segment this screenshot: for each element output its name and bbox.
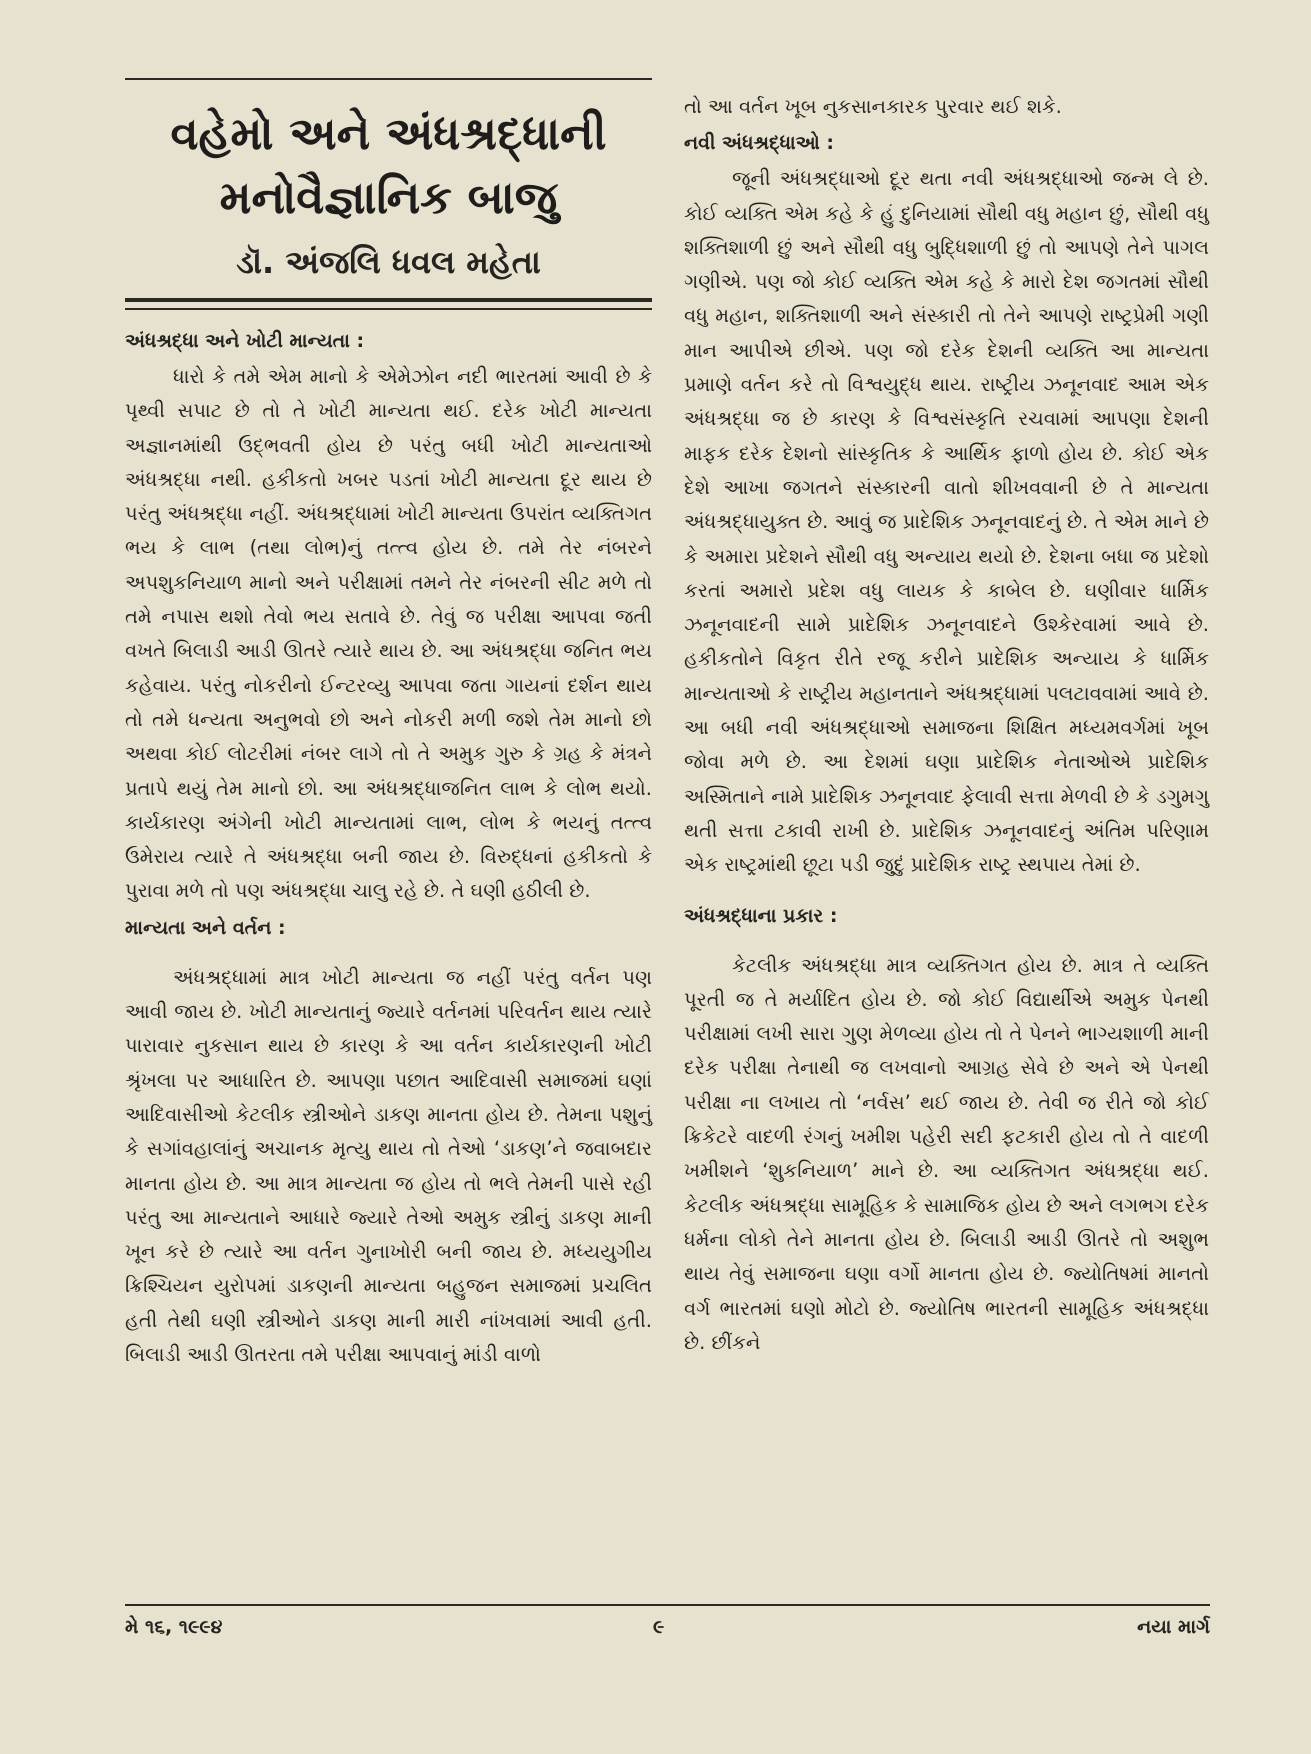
publication-name: નયા માર્ગ <box>1137 1616 1210 1638</box>
title-line-1: વહેમો અને અંધશ્રદ્ધાની <box>170 107 607 160</box>
issue-date: મે ૧૬, ૧૯૯૪ <box>125 1616 223 1638</box>
title-line-2: મનોવૈજ્ઞાનિક બાજુ <box>219 171 558 224</box>
left-column <box>125 78 652 1372</box>
paragraph-blind-faith: ધારો કે તમે એમ માનો કે એમેઝોન નદી ભારતમાં આવી છે કે પૃથ્વી સપાટ છે તો તે ખોટી માન્યતા થઈ. દરેક ખોટી માન્યતા અજ્ઞાનમાંથી ઉદ્ભવતી હોય છે પરંતુ બધી ખોટી માન્યતાઓ અંધશ્રદ્ધા નથી. હકીકતો ખબર પડતાં ખોટી માન્યતા દૂર થાય છે પરંતુ અંધશ્રદ્ધા નહીં. અંધશ્રદ્ધામાં ખોટી માન્યતા ઉપરાંત વ્યક્તિગત ભય કે લાભ (તથા લોભ)નું તત્ત્વ હોય છે. તમે તેર નંબરને અપશુકનિયાળ માનો અને પરીક્ષામાં તમને તેર નંબરની સીટ મળે તો તમે નપાસ થશો તેવો ભય સતાવે છે. તેવું જ પરીક્ષા આપવા જતી વખતે બિલાડી આડી ઊતરે ત્યારે થાય છે. આ અંધશ્રદ્ધા જનિત ભય કહેવાય. પરંતુ નોકરીનો ઈન્ટરવ્યુ આપવા જતા ગાયનાં દર્શન થાય તો તમે ધન્યતા અનુભવો છો અને નોકરી મળી જશે તેમ માનો છો અથવા કોઈ લોટરીમાં નંબર લાગે તો તે અમુક ગુરુ કે ગ્રહ કે મંત્રને પ્રતાપે થયું તેમ માનો છો. આ અંધશ્રદ્ધાજનિત લાભ કે લોભ થયો. કાર્યકારણ અંગેની ખોટી માન્યતામાં લાભ, લોભ કે ભયનું તત્ત્વ ઉમેરાય ત્યારે તે અંધશ્રદ્ધા બની જાય છે. વિરુદ્ધનાં હકીકતો કે પુરાવા મળે તો પણ અંધશ્રદ્ધા ચાલુ રહે છે. તે ઘણી હઠીલી છે. <box>125 365 652 903</box>
article-title <box>125 102 652 230</box>
section-heading-types: અંધશ્રદ્ધાના પ્રકાર : <box>684 904 838 927</box>
author-name: ડૉ. અંજલિ ધવલ મહેતા <box>236 243 541 281</box>
top-rule <box>125 78 652 80</box>
section-heading-belief-behaviour: માન્યતા અને વર્તન : <box>125 916 286 939</box>
footer-rule <box>125 1604 1210 1606</box>
paragraph-types: કેટલીક અંધશ્રદ્ધા માત્ર વ્યક્તિગત હોય છે. માત્ર તે વ્યક્તિ પૂરતી જ તે મર્યાદિત હોય છે. જો કોઈ વિદ્યાર્થીએ અમુક પેનથી પરીક્ષામાં લખી સારા ગુણ મેળવ્યા હોય તો તે પેનને ભાગ્યશાળી માની દરેક પરીક્ષા તેનાથી જ લખવાનો આગ્રહ સેવે છે અને એ પેનથી પરીક્ષા ના લખાય તો ‘નર્વસ’ થઈ જાય છે. તેવી જ રીતે જો કોઈ ક્રિકેટરે વાદળી રંગનું ખમીશ પહેરી સદી ફટકારી હોય તો તે વાદળી ખમીશને ‘શુકનિયાળ’ માને છે. આ વ્યક્તિગત અંધશ્રદ્ધા થઈ. કેટલીક અંધશ્રદ્ધા સામૂહિક કે સામાજિક હોય છે અને લગભગ દરેક ધર્મના લોકો તેને માનતા હોય છે. બિલાડી આડી ઊતરે તો અશુભ થાય તેવું સમાજના ઘણા વર્ગો માનતા હોય છે. જ્યોતિષમાં માનતો વર્ગ ભારતમાં ઘણો મોટો છે. જ્યોતિષ ભારતની સામૂહિક અંધશ્રદ્ધા છે. છીંકને <box>684 953 1209 1354</box>
paragraph-belief-behaviour: અંધશ્રદ્ધામાં માત્ર ખોટી માન્યતા જ નહીં પરંતુ વર્તન પણ આવી જાય છે. ખોટી માન્યતાનું જ્યારે વર્તનમાં પરિવર્તન થાય ત્યારે પારાવાર નુકસાન થાય છે કારણ કે આ વર્તન કાર્યકારણની ખોટી શ્રૃંખલા પર આધારિત છે. આપણા પછાત આદિવાસી સમાજમાં ઘણાં આદિવાસીઓ કેટલીક સ્ત્રીઓને ડાકણ માનતા હોય છે. તેમના પશુનું કે સગાંવહાલાંનું અચાનક મૃત્યુ થાય તો તેઓ ‘ડાકણ’ને જવાબદાર માનતા હોય છે. આ માત્ર માન્યતા જ હોય તો ભલે તેમની પાસે રહી પરંતુ આ માન્યતાને આધારે જ્યારે તેઓ અમુક સ્ત્રીનું ડાકણ માની ખૂન કરે છે ત્યારે આ વર્તન ગુનાખોરી બની જાય છે. મધ્યયુગીય ક્રિશ્ચિયન યુરોપમાં ડાકણની માન્યતા બહુજન સમાજમાં પ્રચલિત હતી તેથી ઘણી સ્ત્રીઓને ડાકણ માની મારી નાંખવામાં આવી હતી. બિલાડી આડી ઊતરતા તમે પરીક્ષા આપવાનું માંડી વાળો <box>125 965 652 1367</box>
page-footer <box>125 1604 1210 1644</box>
page-number: ૯ <box>653 1616 665 1638</box>
section-heading-new-superstitions: નવી અંધશ્રદ્ધાઓ : <box>684 132 835 155</box>
paragraph-new-superstitions: જૂની અંધશ્રદ્ધાઓ દૂર થતા નવી અંધશ્રદ્ધાઓ જન્મ લે છે. કોઈ વ્યક્તિ એમ કહે કે હું દુનિયામાં સૌથી વધુ મહાન છું, સૌથી વધુ શક્તિશાળી છું અને સૌથી વધુ બુદ્ધિશાળી છું તો આપણે તેને પાગલ ગણીએ. પણ જો કોઈ વ્યક્તિ એમ કહે કે મારો દેશ જગતમાં સૌથી વધુ મહાન, શક્તિશાળી અને સંસ્કારી તો તેને આપણે રાષ્ટ્રપ્રેમી ગણી માન આપીએ છીએ. પણ જો દરેક દેશની વ્યક્તિ આ માન્યતા પ્રમાણે વર્તન કરે તો વિશ્વયુદ્ધ થાય. રાષ્ટ્રીય ઝનૂનવાદ આમ એક અંધશ્રદ્ધા જ છે કારણ કે વિશ્વસંસ્કૃતિ રચવામાં આપણા દેશની માફક દરેક દેશનો સાંસ્કૃતિક કે આર્થિક ફાળો હોય છે. કોઈ એક દેશે આખા જગતને સંસ્કારની વાતો શીખવવાની છે તે માન્યતા અંધશ્રદ્ધાયુક્ત છે. આવું જ પ્રાદેશિક ઝનૂનવાદનું છે. તે એમ માને છે કે અમારા પ્રદેશને સૌથી વધુ અન્યાય થયો છે. દેશના બધા જ પ્રદેશો કરતાં અમારો પ્રદેશ વધુ લાયક કે કાબેલ છે. ઘણીવાર ધાર્મિક ઝનૂનવાદની સામે પ્રાદેશિક ઝનૂનવાદને ઉશ્કેરવામાં આવે છે. હકીકતોને વિકૃત રીતે રજૂ કરીને પ્રાદેશિક અન્યાય કે ધાર્મિક માન્યતાઓ કે રાષ્ટ્રીય મહાનતાને અંધશ્રદ્ધામાં પલટાવવામાં આવે છે. આ બધી નવી અંધશ્રદ્ધાઓ સમાજના શિક્ષિત મધ્યમવર્ગમાં ખૂબ જોવા મળે છે. આ દેશમાં ઘણા પ્રાદેશિક નેતાઓએ પ્રાદેશિક અસ્મિતાને નામે પ્રાદેશિક ઝનૂનવાદ ફેલાવી સત્તા મેળવી છે કે ડગુમગુ થતી સત્તા ટકાવી રાખી છે. પ્રાદેશિક ઝનૂનવાદનું અંતિમ પરિણામ એક રાષ્ટ્રમાંથી છૂટા પડી જુદું પ્રાદેશિક રાષ્ટ્ર સ્થપાય તેમાં છે. <box>684 167 1209 877</box>
section-heading-blind-faith: અંધશ્રદ્ધા અને ખોટી માન્યતા : <box>125 330 365 352</box>
right-column <box>684 90 1209 1360</box>
paragraph-continued: તો આ વર્તન ખૂબ નુકસાનકારક પુરવાર થઈ શકે. <box>684 95 1062 118</box>
title-double-rule <box>125 298 652 310</box>
